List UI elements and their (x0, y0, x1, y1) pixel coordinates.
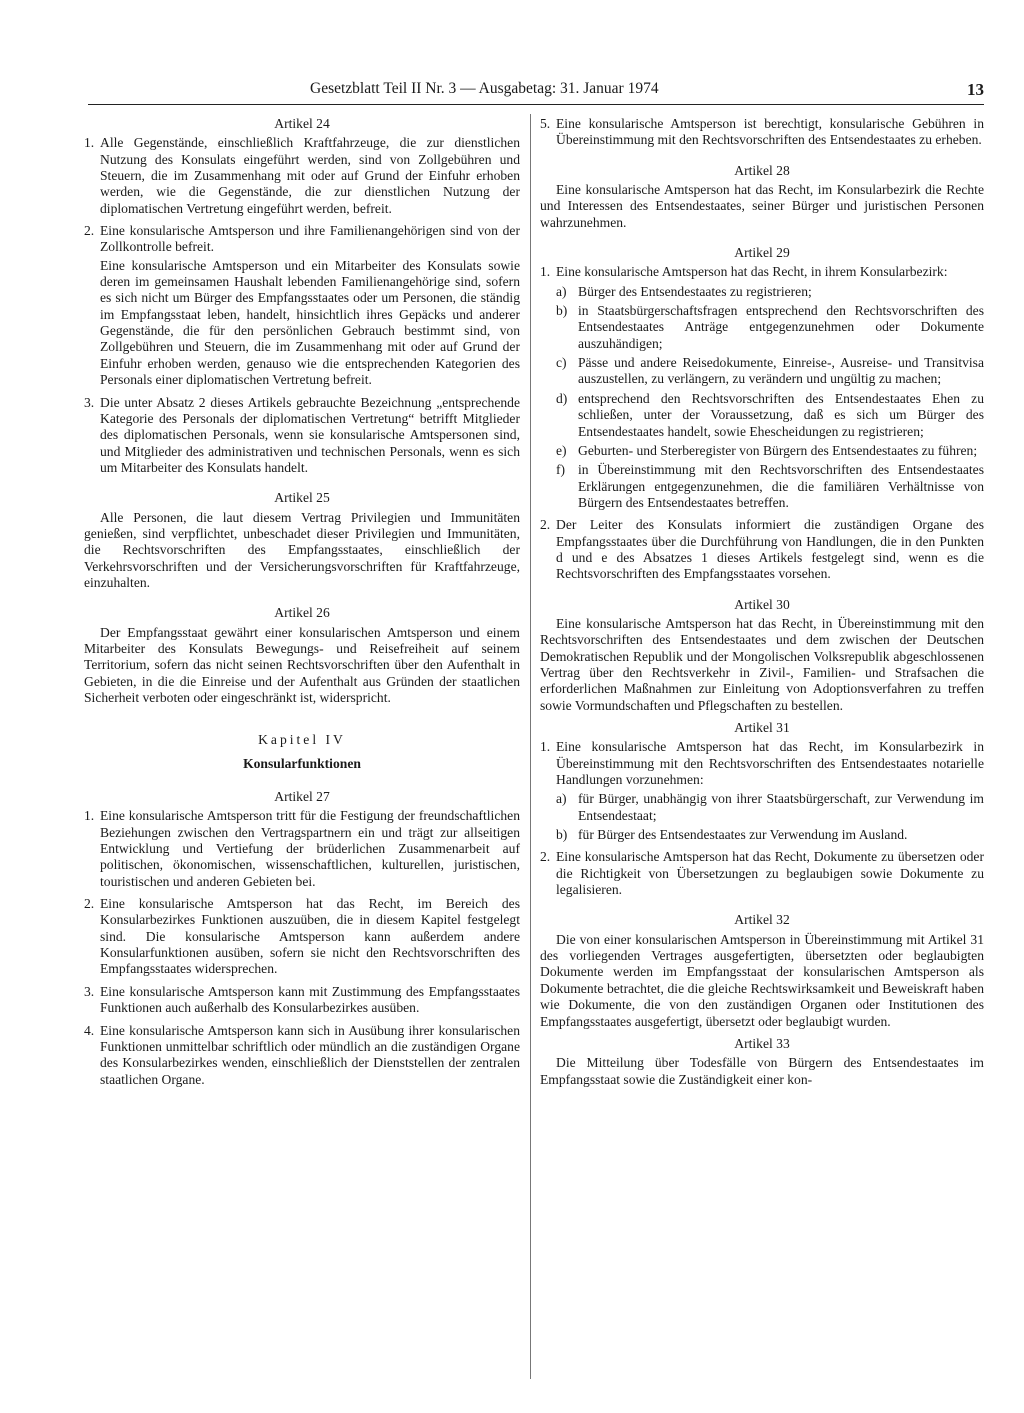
article-25-heading: Artikel 25 (274, 490, 330, 506)
paragraph-text: Eine konsularische Amtsperson ist berechtigt, konsularische Gebühren in Übereinstimmung mit den Rechtsvorschriften des Entsendestaates zu erheben. (556, 116, 984, 148)
article-28-heading: Artikel 28 (734, 162, 790, 178)
paragraph-number: 1. (84, 135, 95, 151)
left-column (84, 116, 520, 1094)
article-26-heading: Artikel 26 (274, 605, 330, 621)
article-31-list (556, 791, 984, 843)
article-29-paragraph-2 (540, 517, 984, 582)
article-28-text: Eine konsularische Amtsperson hat das Recht, im Konsularbezirk die Rechte und Interessen des Entsendestaates, seiner Bürger und juristischen Personen wahrzunehmen. (540, 182, 984, 230)
paragraph-text: Eine konsularische Amtsperson hat das Recht, in ihrem Konsularbezirk: (556, 264, 948, 280)
list-item: f) in Übereinstimmung mit den Rechtsvorschriften des Entsendestaates Erklärungen entgegenzunehmen, die die familiären Verhältnisse von Bürgern des Entsendestaates betreffen. (556, 462, 984, 510)
paragraph-number: 2. (84, 223, 95, 239)
paragraph-text: Eine konsularische Amtsperson hat das Recht, im Bereich des Konsularbezirkes Funktionen auszuüben, die in diesem Kapitel festgelegt sind. Die konsularische Amtsperson kann außerdem andere Konsularfunktionen ausüben, sofern sie nicht den Rechtsvorschriften des Empfangsstaates widersprechen. (100, 896, 520, 977)
right-column (540, 116, 984, 1094)
paragraph-number: 3. (84, 983, 95, 999)
list-item: c) Pässe und andere Reisedokumente, Einreise-, Ausreise- und Transitvisa auszustellen, zu verlängern, zu verändern und ungültig zu machen; (556, 355, 984, 387)
paragraph-number: 2. (540, 517, 551, 533)
chapter-title: Konsularfunktionen (243, 755, 361, 771)
list-item: b) in Staatsbürgerschaftsfragen entsprechend den Rechtsvorschriften des Entsendestaates Anträge entgegenzunehmen oder Dokumente auszuhändigen; (556, 303, 984, 351)
article-25-text: Alle Personen, die laut diesem Vertrag Privilegien und Immunitäten genießen, sind verpflichtet, unbeschadet dieser Privilegien und Immunitäten, die Rechtsvorschriften des Empfangsstaates, einschließlich der Verkehrsvorschriften und der Versicherungsvorschriften für Kraftfahrzeuge, einzuhalten. (84, 509, 520, 590)
paragraph-text: Eine konsularische Amtsperson kann sich in Ausübung ihrer konsularischen Funktionen unmittelbar schriftlich oder mündlich an die zuständigen Organe des Konsularbezirkes wenden, einschließlich der Dienststellen der zentralen staatlichen Organe. (100, 1022, 520, 1087)
article-29-paragraph-1 (540, 264, 984, 280)
column-divider (530, 114, 531, 1379)
article-32-text: Die von einer konsularischen Amtsperson in Übereinstimmung mit Artikel 31 des vorliegenden Vertrages ausgefertigten, übersetzten oder beglaubigten Dokumente werden im Empfangsstaat der konsularischen Amtsperson als Dokumente betrachtet, die die gleiche Rechtswirksamkeit und Beweiskraft haben wie Dokumente, die von den zuständigen Organen oder Institutionen des Empfangsstaates ausgefertigt, übersetzt oder beglaubigt wurden. (540, 931, 984, 1029)
article-24-paragraph-2 (84, 223, 520, 256)
paragraph-text: Eine konsularische Amtsperson und ihre Familienangehörigen sind von der Zollkontrolle befreit. (100, 223, 520, 255)
article-31-paragraph-1 (540, 739, 984, 788)
list-item: e) Geburten- und Sterberegister von Bürgern des Entsendestaates zu führen; (556, 442, 978, 458)
article-30-heading: Artikel 30 (734, 596, 790, 612)
article-27-paragraph-3 (84, 984, 520, 1017)
article-31-heading: Artikel 31 (734, 720, 790, 735)
article-29-list (556, 284, 984, 511)
article-24-heading: Artikel 24 (274, 116, 330, 131)
chapter-heading: Kapitel IV (258, 732, 346, 748)
list-item: b) für Bürger des Entsendestaates zur Verwendung im Ausland. (556, 827, 908, 843)
article-32-heading: Artikel 32 (734, 912, 790, 928)
paragraph-text: Eine konsularische Amtsperson hat das Recht, Dokumente zu übersetzen oder die Richtigkeit von Übersetzungen zu beglaubigen sowie Dokumente zu legalisieren. (556, 849, 984, 898)
paragraph-number: 3. (84, 394, 95, 410)
article-27-paragraph-4 (84, 1023, 520, 1088)
article-33-text: Die Mitteilung über Todesfälle von Bürgern des Entsendestaates im Empfangsstaat sowie die Zuständigkeit einer kon- (540, 1055, 984, 1087)
header-title: Gesetzblatt Teil II Nr. 3 — Ausgabetag: 31. Januar 1974 (310, 80, 659, 97)
paragraph-number: 4. (84, 1022, 95, 1038)
paragraph-text: Die unter Absatz 2 dieses Artikels gebrauchte Bezeichnung „entsprechende Kategorie des Personals der diplomatischen Vertretung“ betrifft Mitglieder des diplomatischen Personals, wenn sie konsularische Amtspersonen sind, und Mitglieder des administrativen und technischen Personals, wenn es sich um Mitarbeiter des Konsulats handelt. (100, 394, 520, 475)
paragraph-text: Eine konsularische Amtsperson kann mit Zustimmung des Empfangsstaates Funktionen auch außerhalb des Konsularbezirkes ausüben. (100, 983, 520, 1016)
article-30-text: Eine konsularische Amtsperson hat das Recht, in Übereinstimmung mit den Rechtsvorschriften des Entsendestaates und dem zwischen der Deutschen Demokratischen Republik und der Mongolischen Volksrepublik abgeschlossenen Vertrag über den Rechtsverkehr in Zivil-, Familien- und Strafsachen die erforderlichen Maßnahmen zur Einleitung von Adoptionsverfahren zu treffen sowie Vormundschaften und Pflegschaften zu bestellen. (540, 615, 984, 713)
paragraph-text: Alle Gegenstände, einschließlich Kraftfahrzeuge, die zur dienstlichen Nutzung des Konsulats eingeführt werden, sind von Zollgebühren und Steuern, die im Zusammenhang mit oder auf Grund der Einfuhr erhoben werden, wie die Gegenstände, die zur dienstlichen Nutzung der diplomatischen Vertretung eingeführt werden, befreit. (100, 135, 520, 216)
list-item: a) Bürger des Entsendestaates zu registrieren; (556, 283, 812, 299)
article-24-paragraph-2-continued: Eine konsularische Amtsperson und ein Mitarbeiter des Konsulats sowie deren im gemeinsamen Haushalt lebenden Familienangehörige sind, sofern es sich nicht um Bürger des Empfangsstaates oder um Personen, die ständig im Empfangsstaat leben, handelt, hinsichtlich ihres Gepäcks und anderer Gegenstände, die für den persönlichen Gebrauch bestimmt sind, von Zollgebühren und Steuern, die im Zusammenhang mit oder auf Grund der Einfuhr erhoben werden, genauso wie die entsprechenden Kategorien des Personals einer diplomatischen Vertretung befreit. (100, 257, 520, 388)
article-31-paragraph-2 (540, 849, 984, 898)
list-item: d) entsprechend den Rechtsvorschriften des Entsendestaates Ehen zu schließen, unter der Voraussetzung, daß es sich um Bürger des Entsendestaates handelt, sowie Ehescheidungen zu registrieren; (556, 390, 984, 439)
article-24-paragraph-3 (84, 395, 520, 477)
paragraph-number: 2. (540, 849, 551, 865)
article-33-heading: Artikel 33 (734, 1035, 790, 1051)
article-27-paragraph-5 (540, 116, 984, 149)
list-item: a) für Bürger, unabhängig von ihrer Staatsbürgerschaft, zur Verwendung im Entsendestaat; (556, 791, 984, 823)
article-27-paragraph-2 (84, 896, 520, 978)
paragraph-text: Der Leiter des Konsulats informiert die zuständigen Organe des Empfangsstaates über die Durchführung von Handlungen, die in den Punkten d und e des Absatzes 1 dieses Artikels festgelegt sind, wenn es die Rechtsvorschriften des Empfangsstaates vorsehen. (556, 517, 984, 582)
article-24-paragraph-1 (84, 135, 520, 217)
paragraph-number: 1. (540, 739, 551, 755)
article-29-heading: Artikel 29 (734, 245, 790, 261)
page-number: 13 (967, 80, 984, 99)
paragraph-number: 1. (540, 264, 551, 280)
paragraph-number: 1. (84, 808, 95, 824)
article-26-text: Der Empfangsstaat gewährt einer konsularischen Amtsperson und einem Mitarbeiter des Konsulats Bewegungs- und Reisefreiheit auf seinem Territorium, sofern das nicht seinen Rechtsvorschriften über den Aufenthalt in Gebieten, in die die Einreise und der Aufenthalt aus Gründen der staatlichen Sicherheit verboten oder eingeschränkt ist, widerspricht. (84, 624, 520, 705)
page-header (88, 80, 984, 105)
paragraph-number: 2. (84, 896, 95, 912)
paragraph-text: Eine konsularische Amtsperson tritt für die Festigung der freundschaftlichen Beziehungen zwischen den Vertragspartnern ein und trägt zur allseitigen Entwicklung und Vertiefung der brüderlichen Zusammenarbeit auf politischen, ökonomischen, wissenschaftlichen, kulturellen, juristischen, touristischen und anderen Gebieten bei. (100, 808, 520, 889)
paragraph-number: 5. (540, 116, 551, 131)
article-27-heading: Artikel 27 (274, 789, 330, 805)
paragraph-text: Eine konsularische Amtsperson hat das Recht, im Konsularbezirk in Übereinstimmung mit den Rechtsvorschriften des Entsendestaates notarielle Handlungen vorzunehmen: (556, 739, 984, 788)
article-27-paragraph-1 (84, 808, 520, 890)
